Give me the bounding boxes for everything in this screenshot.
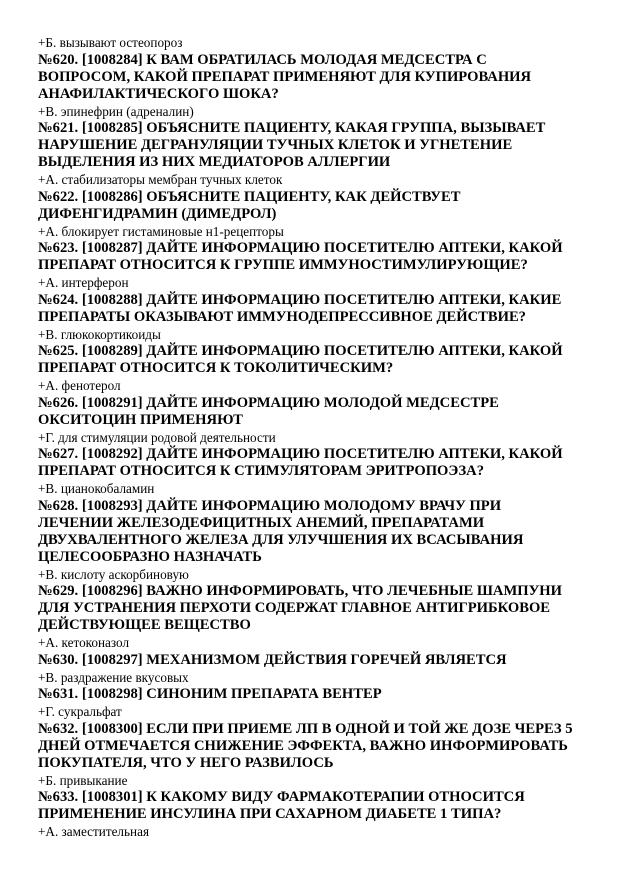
question-line: ДЛЯ УСТРАНЕНИЯ ПЕРХОТИ СОДЕРЖАТ ГЛАВНОЕ АНТИГРИБКОВОЕ: [38, 600, 551, 616]
question-line: ПРЕПАРАТ ОТНОСИТСЯ К СТИМУЛЯТОРАМ ЭРИТРОПОЭЗА?: [38, 463, 485, 479]
question-block: [38, 789, 598, 823]
question-block: [38, 395, 598, 429]
answer-line: +А. заместительная: [38, 824, 150, 839]
question-line: №624. [1008288] ДАЙТЕ ИНФОРМАЦИЮ ПОСЕТИТЕЛЮ АПТЕКИ, КАКИЕ: [38, 291, 562, 308]
question-line: ДЕЙСТВУЮЩЕЕ ВЕЩЕСТВО: [38, 617, 251, 633]
question-line: №625. [1008289] ДАЙТЕ ИНФОРМАЦИЮ ПОСЕТИТЕЛЮ АПТЕКИ, КАКОЙ: [38, 343, 563, 359]
question-line: №623. [1008287] ДАЙТЕ ИНФОРМАЦИЮ ПОСЕТИТЕЛЮ АПТЕКИ, КАКОЙ: [38, 240, 563, 256]
question-line: №620. [1008284] К ВАМ ОБРАТИЛАСЬ МОЛОДАЯ МЕДСЕСТРА С: [38, 51, 487, 68]
question-block: [38, 498, 598, 566]
question-block: [38, 686, 598, 703]
answer-line: +А. блокирует гистаминовые н1-рецепторы: [38, 223, 284, 239]
question-line: ЛЕЧЕНИИ ЖЕЛЕЗОДЕФИЦИТНЫХ АНЕМИЙ, ПРЕПАРАТАМИ: [38, 514, 485, 531]
question-line: №627. [1008292] ДАЙТЕ ИНФОРМАЦИЮ ПОСЕТИТЕЛЮ АПТЕКИ, КАКОЙ: [38, 446, 563, 462]
question-line: ПРИМЕНЕНИЕ ИНСУЛИНА ПРИ САХАРНОМ ДИАБЕТЕ 1 ТИПА?: [38, 806, 502, 822]
answer-line: +В. цианокобаламин: [38, 481, 155, 496]
question-line: ОКСИТОЦИН ПРИМЕНЯЮТ: [38, 411, 243, 428]
answer-line: +В. раздражение вкусовых: [38, 669, 189, 685]
question-block: [38, 446, 598, 480]
question-line: ПРЕПАРАТ ОТНОСИТСЯ К ТОКОЛИТИЧЕСКИМ?: [38, 360, 394, 376]
question-line: №622. [1008286] ОБЪЯСНИТЕ ПАЦИЕНТУ, КАК ДЕЙСТВУЕТ: [38, 188, 461, 205]
question-block: [38, 120, 598, 171]
answer-line: +Б. привыкание: [38, 772, 128, 788]
question-line: АНАФИЛАКТИЧЕСКОГО ШОКА?: [38, 85, 279, 102]
question-line: ВОПРОСОМ, КАКОЙ ПРЕПАРАТ ПРИМЕНЯЮТ ДЛЯ КУПИРОВАНИЯ: [38, 68, 532, 85]
answer-line: +А. кетоконазол: [38, 635, 130, 650]
question-line: №633. [1008301] К КАКОМУ ВИДУ ФАРМАКОТЕРАПИИ ОТНОСИТСЯ: [38, 789, 525, 805]
question-block: [38, 189, 598, 223]
question-line: ВЫДЕЛЕНИЯ ИЗ НИХ МЕДИАТОРОВ АЛЛЕРГИИ: [38, 154, 391, 170]
question-line: №621. [1008285] ОБЪЯСНИТЕ ПАЦИЕНТУ, КАКАЯ ГРУППА, ВЫЗЫВАЕТ: [38, 120, 546, 136]
question-line: №632. [1008300] ЕСЛИ ПРИ ПРИЕМЕ ЛП В ОДНОЙ И ТОЙ ЖЕ ДОЗЕ ЧЕРЕЗ 5: [38, 720, 573, 737]
question-line: ПРЕПАРАТЫ ОКАЗЫВАЮТ ИММУНОДЕПРЕССИВНОЕ ДЕЙСТВИЕ?: [38, 308, 526, 325]
answer-line: +А. стабилизаторы мембран тучных клеток: [38, 172, 283, 187]
question-block: [38, 721, 598, 772]
question-block: [38, 343, 598, 377]
answer-line: +В. глюкокортикоиды: [38, 326, 161, 342]
question-line: ДВУХВАЛЕНТНОГО ЖЕЛЕЗА ДЛЯ УЛУЧШЕНИЯ ИХ ВСАСЫВАНИЯ: [38, 531, 524, 548]
document-page: [38, 34, 598, 841]
question-block: [38, 292, 598, 326]
question-line: ДИФЕНГИДРАМИН (ДИМЕДРОЛ): [38, 205, 277, 222]
question-block: [38, 583, 598, 634]
answer-line: +Б. вызывают остеопороз: [38, 35, 183, 50]
question-line: №629. [1008296] ВАЖНО ИНФОРМИРОВАТЬ, ЧТО ЛЕЧЕБНЫЕ ШАМПУНИ: [38, 583, 563, 599]
answer-line: +Г. для стимуляции родовой деятельности: [38, 429, 276, 445]
question-line: №628. [1008293] ДАЙТЕ ИНФОРМАЦИЮ МОЛОДОМУ ВРАЧУ ПРИ: [38, 497, 502, 514]
question-line: №626. [1008291] ДАЙТЕ ИНФОРМАЦИЮ МОЛОДОЙ МЕДСЕСТРЕ: [38, 394, 499, 411]
answer-line: +В. эпинефрин (адреналин): [38, 103, 194, 119]
question-block: [38, 240, 598, 274]
question-block: [38, 652, 598, 669]
question-line: ПРЕПАРАТ ОТНОСИТСЯ К ГРУППЕ ИММУНОСТИМУЛИРУЮЩИЕ?: [38, 257, 528, 273]
answer-line: +В. кислоту аскорбиновую: [38, 566, 189, 582]
answer-line: +А. фенотерол: [38, 378, 121, 393]
question-line: ПОКУПАТЕЛЯ, ЧТО У НЕГО РАЗВИЛОСЬ: [38, 754, 334, 771]
question-block: [38, 52, 598, 103]
question-line: №630. [1008297] МЕХАНИЗМОМ ДЕЙСТВИЯ ГОРЕЧЕЙ ЯВЛЯЕТСЯ: [38, 651, 507, 668]
question-line: НАРУШЕНИЕ ДЕГРАНУЛЯЦИИ ТУЧНЫХ КЛЕТОК И УГНЕТЕНИЕ: [38, 137, 513, 153]
question-line: ЦЕЛЕСООБРАЗНО НАЗНАЧАТЬ: [38, 548, 262, 565]
question-line: №631. [1008298] СИНОНИМ ПРЕПАРАТА ВЕНТЕР: [38, 686, 382, 702]
answer-line: +А. интерферон: [38, 275, 129, 290]
answer-line: +Г. сукральфат: [38, 704, 122, 719]
question-line: ДНЕЙ ОТМЕЧАЕТСЯ СНИЖЕНИЕ ЭФФЕКТА, ВАЖНО ИНФОРМИРОВАТЬ: [38, 737, 568, 754]
